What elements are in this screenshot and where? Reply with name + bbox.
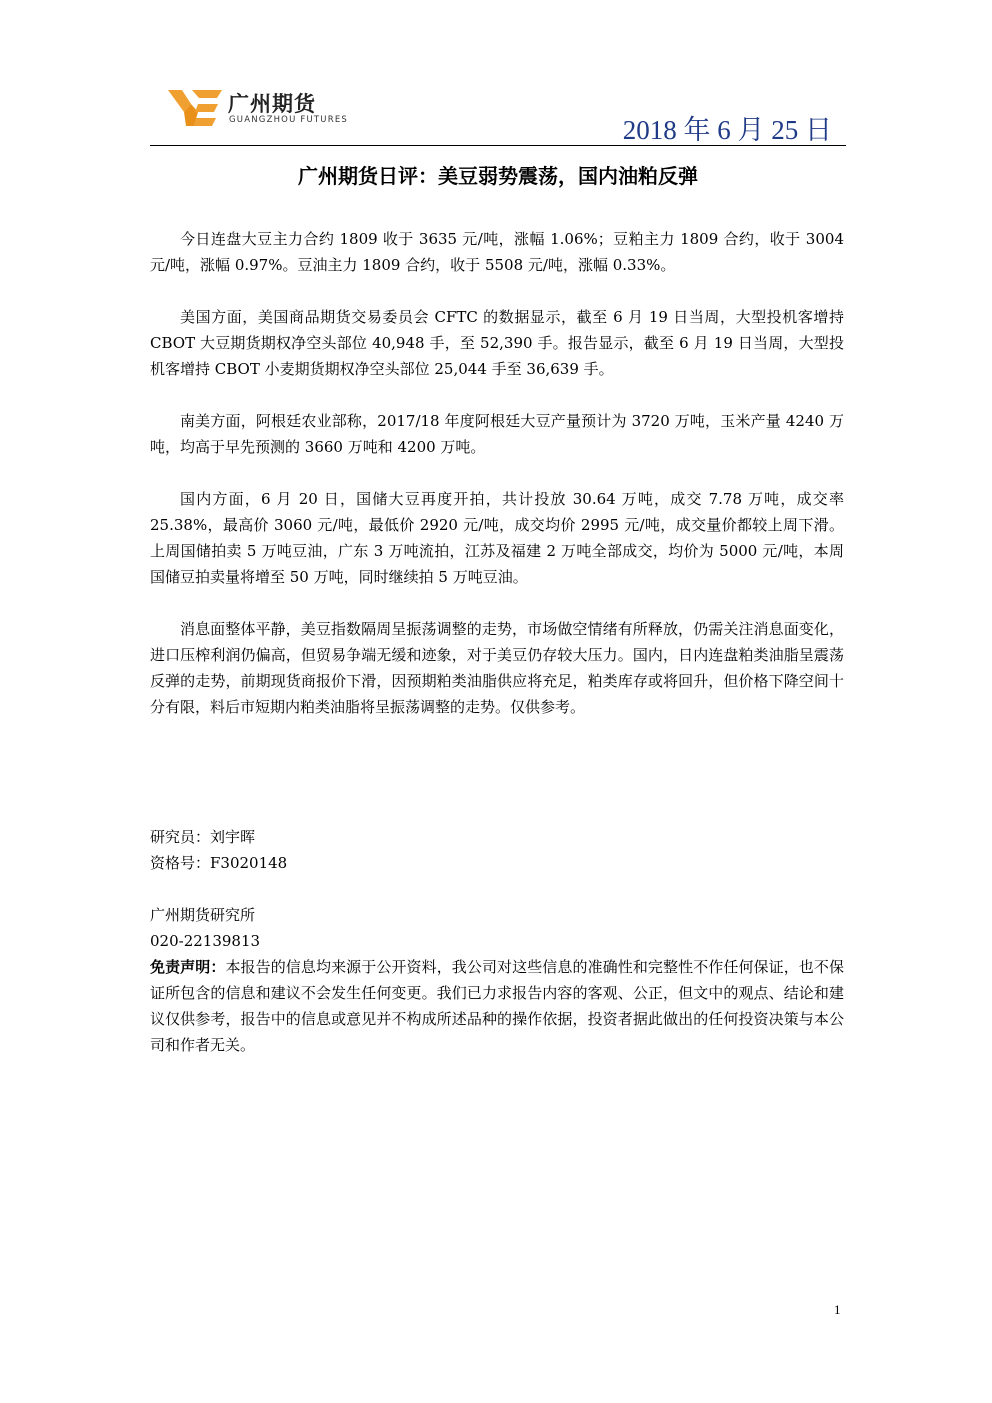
disclaimer-label: 免责声明： [150, 958, 226, 976]
paragraph-south-america: 南美方面，阿根廷农业部称，2017/18 年度阿根廷大豆产量预计为 3720 万吨，玉米产量 4240 万吨，均高于早先预测的 3660 万吨和 4200 万吨。 [150, 412, 844, 456]
page-number: 1 [834, 1302, 841, 1317]
disclaimer [150, 954, 844, 1058]
guangzhou-futures-logo-icon [168, 90, 222, 126]
logo-text-english: GUANGZHOU FUTURES [229, 115, 348, 125]
report-footer [150, 824, 844, 1058]
paragraph-outlook: 消息面整体平静，美豆指数隔周呈振荡调整的走势，市场做空情绪有所释放，仍需关注消息面变化，进口压榨利润仍偏高，但贸易争端无缓和迹象，对于美豆仍存较大压力。国内，日内连盘粕类油脂呈震荡反弹的走势，前期现货商报价下滑，因预期粕类油脂供应将充足，粕类库存或将回升，但价格下降空间十分有限，料后市短期内粕类油脂将呈振荡调整的走势。仅供参考。 [150, 620, 844, 716]
paragraph-market-close: 今日连盘大豆主力合约 1809 收于 3635 元/吨，涨幅 1.06%；豆粕主力 1809 合约，收于 3004 元/吨，涨幅 0.97%。豆油主力 1809 合约，收于 5508 元/吨，涨幅 0.33%。 [150, 230, 844, 274]
disclaimer-text: 本报告的信息均来源于公开资料，我公司对这些信息的准确性和完整性不作任何保证，也不保证所包含的信息和建议不会发生任何变更。我们已力求报告内容的客观、公正，但文中的观点、结论和建议仅供参考，报告中的信息或意见并不构成所述品种的操作依据，投资者据此做出的任何投资决策与本公司和作者无关。 [150, 958, 844, 1054]
company-logo [168, 88, 358, 130]
report-body [150, 226, 844, 720]
institute-phone: 020-22139813 [150, 932, 261, 950]
logo-text-chinese: 广州期货 [228, 92, 316, 116]
report-date: 2018 年 6 月 25 日 [622, 115, 832, 145]
institute-name: 广州期货研究所 [150, 906, 256, 924]
header-divider [150, 145, 846, 146]
license-number: 资格号：F3020148 [150, 854, 288, 872]
paragraph-us-market: 美国方面，美国商品期货交易委员会 CFTC 的数据显示，截至 6 月 19 日当周，大型投机客增持 CBOT 大豆期货期权净空头部位 40,948 手，至 52,390 手。报告显示，截至 6 月 19 日当周，大型投机客增持 CBOT 小麦期货期权净空头部位 25,044 手至 36,639 手。 [150, 308, 844, 378]
spacer [150, 876, 844, 902]
paragraph-domestic: 国内方面，6 月 20 日，国储大豆再度开拍，共计投放 30.64 万吨，成交 7.78 万吨，成交率 25.38%，最高价 3060 元/吨，最低价 2920 元/吨，成交均价 2995 元/吨，成交量价都较上周下滑。上周国储拍卖 5 万吨豆油，广东 3 万吨流拍，江苏及福建 2 万吨全部成交，均价为 5000 元/吨，本周国储豆拍卖量将增至 50 万吨，同时继续拍 5 万吨豆油。 [150, 490, 844, 586]
researcher-name: 研究员：刘宇晖 [150, 828, 256, 846]
report-title: 广州期货日评：美豆弱势震荡，国内油粕反弹 [298, 164, 698, 188]
